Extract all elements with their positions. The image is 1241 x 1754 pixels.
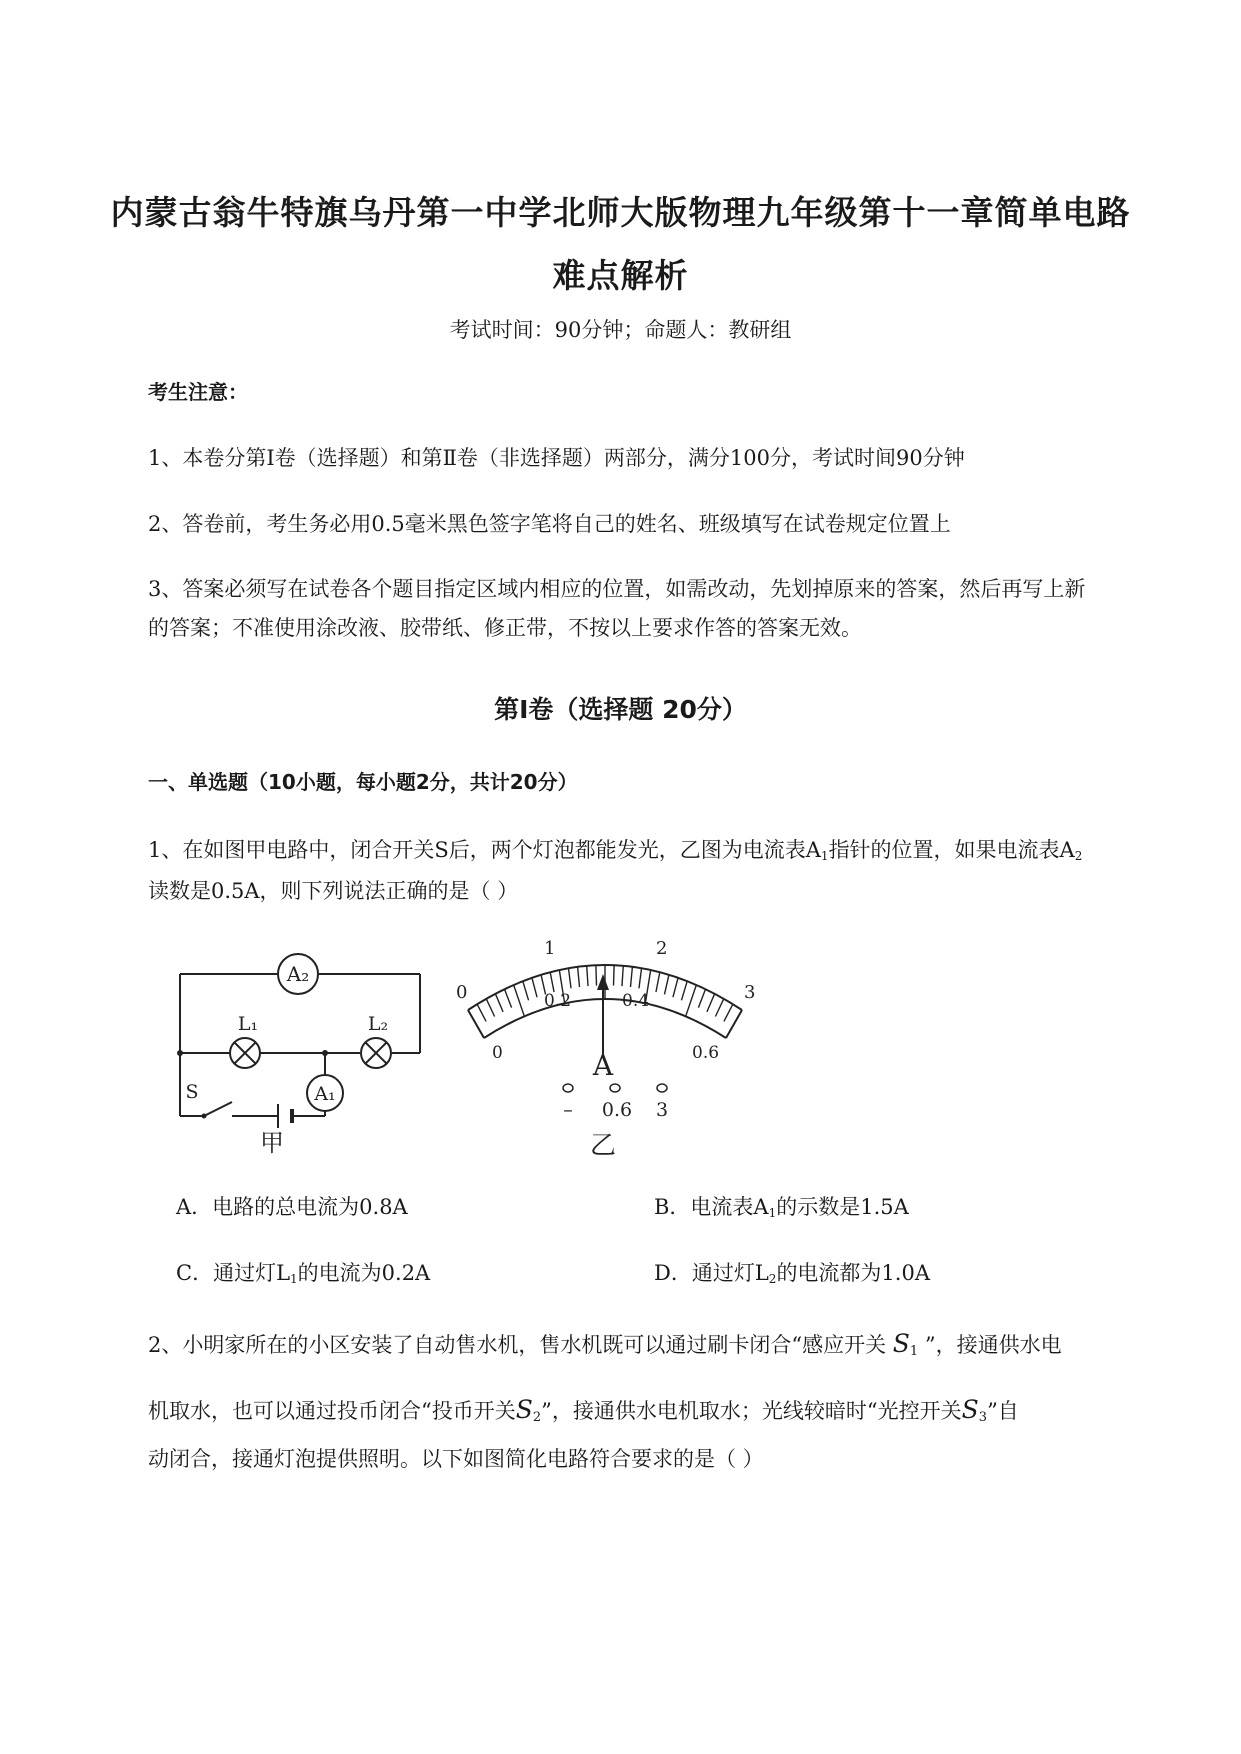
dial-tick <box>656 972 660 992</box>
switch-s3-symbol: $S_3$ <box>961 1395 988 1425</box>
svg-text:S: S <box>185 1081 199 1103</box>
q1-option-c[interactable]: C．通过灯$L_1$的电流为0.2A <box>176 1261 431 1286</box>
ammeter-a2-icon <box>278 954 318 994</box>
switch-s1-symbol: $S_1$ <box>892 1329 919 1359</box>
svg-text:L₂: L₂ <box>367 1013 389 1035</box>
dial-tick <box>686 985 697 1016</box>
question-1-line1: 1、在如图甲电路中，闭合开关S后，两个灯泡都能发光，乙图为电流表$A_1$指针的位置，如果电流表$A_2$ <box>148 838 1083 863</box>
meter-unit: A <box>592 1049 614 1082</box>
dial-tick <box>715 999 723 1017</box>
notice-item-1: 1、本卷分第Ⅰ卷（选择题）和第Ⅱ卷（非选择题）两部分，满分100分，考试时间90分钟 <box>148 446 965 470</box>
exam-meta: 考试时间：90分钟；命题人：教研组 <box>449 318 792 342</box>
dial-tick <box>681 981 687 1000</box>
notice-item-2: 2、答卷前，考生务必用0.5毫米黑色签字笔将自己的姓名、班级填写在试卷规定位置上 <box>148 512 951 536</box>
dial-tick <box>550 972 554 992</box>
scale-lower-1: 0.2 <box>544 991 572 1011</box>
terminal-minus: – <box>563 1099 573 1121</box>
terminal-0.6: 0.6 <box>601 1099 633 1121</box>
dial-tick <box>673 978 678 997</box>
page-title: 内蒙古翁牛特旗乌丹第一中学北师大版物理九年级第十一章简单电路 <box>110 193 1131 232</box>
question-2-line1: 2、小明家所在的小区安装了自动售水机，售水机既可以通过刷卡闭合“感应开关 $S_1$ ”，接通供水电 <box>148 1329 1062 1359</box>
scale-lower-3: 0.6 <box>692 1043 720 1063</box>
meter-label: 乙 <box>589 1131 617 1160</box>
q1-option-b[interactable]: B．电流表$A_1$的示数是1.5A <box>654 1195 909 1220</box>
scale-upper-3: 3 <box>744 982 756 1003</box>
notice-item-3-cont: 的答案；不准使用涂改液、胶带纸、修正带，不按以上要求作答的答案无效。 <box>148 616 862 640</box>
dial-tick <box>523 981 529 1000</box>
switch-s2-symbol: $S_2$ <box>515 1395 542 1425</box>
scale-lower-0: 0 <box>492 1043 503 1063</box>
dial-tick <box>622 966 623 986</box>
meter-pointer <box>597 974 609 1055</box>
section-title: 第Ⅰ卷（选择题 20分） <box>494 695 747 724</box>
scale-upper-1: 1 <box>544 938 556 959</box>
dial-tick <box>613 965 614 985</box>
dial-tick <box>707 994 715 1012</box>
dial-tick <box>664 975 668 995</box>
circuit-diagram <box>170 948 440 1158</box>
question-1-line2: 读数是0.5A，则下列说法正确的是（ ） <box>148 879 519 903</box>
page-title-line2: 难点解析 <box>552 256 689 295</box>
switch-icon <box>185 1081 232 1119</box>
dial-tick <box>630 967 632 987</box>
q1-option-a[interactable]: A．电路的总电流为0.8A <box>176 1195 408 1219</box>
ammeter-a1-icon <box>307 1075 343 1111</box>
lamp-l1-icon <box>230 1013 260 1068</box>
svg-text:L₁: L₁ <box>237 1013 259 1035</box>
scale-upper-2: 2 <box>656 938 668 959</box>
dial-tick <box>486 999 494 1017</box>
dial-tick <box>532 978 537 997</box>
notice-heading: 考生注意： <box>148 380 248 404</box>
dial-tick <box>596 965 597 985</box>
question-2-line3: 动闭合，接通灯泡提供照明。以下如图简化电路符合要求的是（ ） <box>148 1447 764 1471</box>
question-2-line2: 机取水，也可以通过投币闭合“投币开关$S_2$”，接通供水电机取水；光线较暗时“光控开关$S_3$”自 <box>148 1395 1019 1425</box>
dial-tick <box>568 968 571 988</box>
svg-text:A₂: A₂ <box>286 962 310 986</box>
dial-tick <box>505 989 512 1007</box>
dial-tick <box>724 1004 733 1021</box>
dial-tick <box>477 1004 486 1021</box>
lamp-l2-icon <box>361 1013 391 1068</box>
q1-option-d[interactable]: D．通过灯$L_2$的电流都为1.0A <box>654 1261 930 1286</box>
dial-tick <box>639 968 642 988</box>
ammeter-dial <box>440 930 770 1160</box>
part-heading: 一、单选题（10小题，每小题2分，共计20分） <box>148 770 578 794</box>
dial-tick <box>698 989 705 1007</box>
terminal-3: 3 <box>655 1099 669 1121</box>
circuit-label: 甲 <box>260 1129 284 1157</box>
dial-tick <box>578 967 580 987</box>
dial-tick <box>495 994 503 1012</box>
dial-tick <box>514 985 525 1016</box>
scale-upper-0: 0 <box>456 982 468 1003</box>
scale-lower-2: 0.4 <box>622 991 650 1011</box>
dial-tick <box>587 966 588 986</box>
svg-text:A₁: A₁ <box>314 1083 336 1105</box>
battery-icon <box>278 1104 292 1128</box>
notice-item-3: 3、答案必须写在试卷各个题目指定区域内相应的位置，如需改动，先划掉原来的答案，然后再写上新 <box>148 577 1086 601</box>
